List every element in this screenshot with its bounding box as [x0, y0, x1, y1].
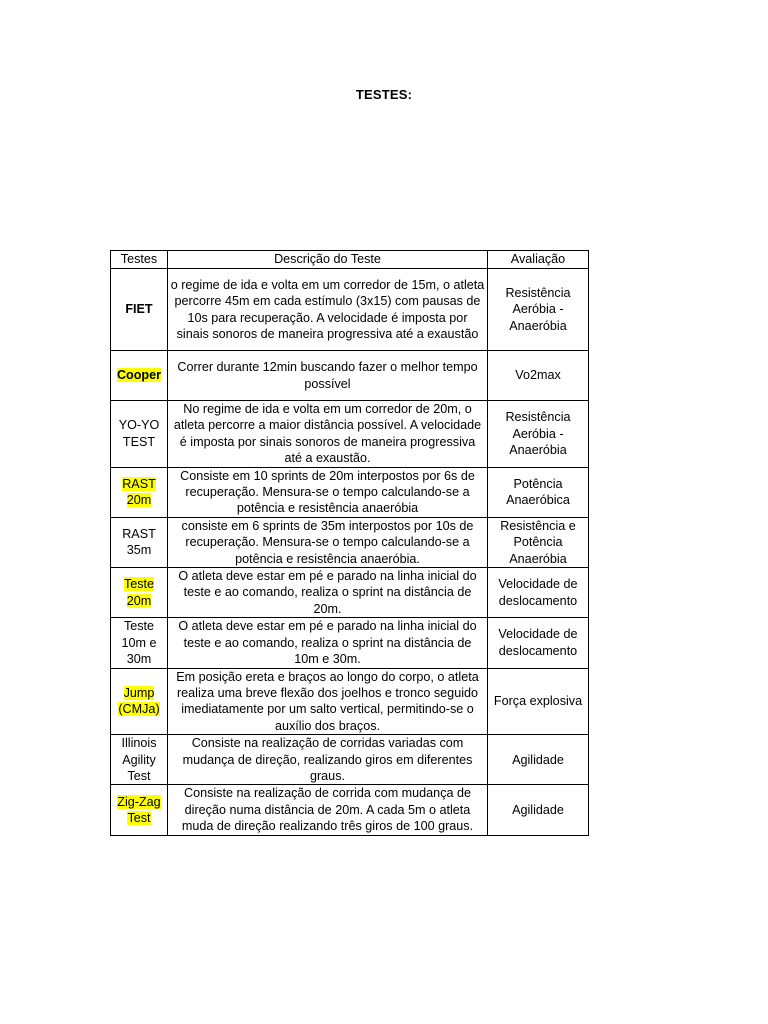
test-name: Illinois Agility Test — [121, 736, 157, 783]
table-row — [111, 467, 589, 517]
test-name-cell — [111, 668, 168, 735]
test-name: Teste 10m e 30m — [121, 619, 157, 667]
test-name: Cooper — [116, 368, 162, 383]
test-evaluation: Resistência Aeróbia - Anaeróbia — [488, 269, 589, 351]
test-name-cell — [111, 785, 168, 835]
test-name: Jump (CMJa) — [118, 685, 160, 717]
test-evaluation: Agilidade — [488, 785, 589, 835]
test-evaluation: Resistência e Potência Anaeróbia — [488, 517, 589, 567]
table-row — [111, 668, 589, 735]
test-description: Consiste em 10 sprints de 20m interpostos por 6s de recuperação. Mensura-se o tempo calculando-se a potência e resistência anaeróbia — [168, 467, 488, 517]
table-row — [111, 785, 589, 835]
test-name: FIET — [125, 302, 153, 317]
test-description: o regime de ida e volta em um corredor de 15m, o atleta percorre 45m em cada estímulo (3x15) com pausas de 10s para recuperação. A velocidade é imposta por sinais sonoros de maneira progressiva até a exaustão — [168, 269, 488, 351]
header-descricao: Descrição do Teste — [168, 251, 488, 269]
table-row — [111, 517, 589, 567]
table-row — [111, 401, 589, 468]
test-description: Correr durante 12min buscando fazer o melhor tempo possível — [168, 351, 488, 401]
test-description: O atleta deve estar em pé e parado na linha inicial do teste e ao comando, realiza o sprint na distância de 20m. — [168, 568, 488, 618]
test-name: Zig-Zag Test — [117, 794, 161, 825]
table-row — [111, 735, 589, 785]
test-evaluation: Agilidade — [488, 735, 589, 785]
tests-table — [110, 250, 589, 836]
table-header-row — [111, 251, 589, 269]
test-description: O atleta deve estar em pé e parado na linha inicial do teste e ao comando, realiza o sprint na distância de 10m e 30m. — [168, 618, 488, 668]
test-name: RAST 35m — [122, 527, 156, 558]
header-testes: Testes — [111, 251, 168, 269]
test-name-cell — [111, 618, 168, 668]
table-row — [111, 568, 589, 618]
test-evaluation: Resistência Aeróbia - Anaeróbia — [488, 401, 589, 468]
test-name-cell — [111, 351, 168, 401]
test-description: Em posição ereta e braços ao longo do corpo, o atleta realiza uma breve flexão dos joelhos e tronco seguido imediatamente por um salto vertical, permitindo-se o auxílio dos braços. — [168, 668, 488, 735]
test-name-cell — [111, 568, 168, 618]
test-description: consiste em 6 sprints de 35m interpostos por 10s de recuperação. Mensura-se o tempo calculando-se a potência e resistência anaeróbia. — [168, 517, 488, 567]
table-row — [111, 351, 589, 401]
header-avaliacao: Avaliação — [488, 251, 589, 269]
test-evaluation: Velocidade de deslocamento — [488, 618, 589, 668]
test-evaluation: Potência Anaeróbica — [488, 467, 589, 517]
table-row — [111, 618, 589, 668]
test-name-cell — [111, 735, 168, 785]
table-row — [111, 269, 589, 351]
test-name-cell — [111, 269, 168, 351]
test-evaluation: Velocidade de deslocamento — [488, 568, 589, 618]
page-title: TESTES: — [355, 87, 413, 102]
test-name: RAST 20m — [122, 476, 156, 508]
test-name-cell — [111, 467, 168, 517]
test-name-cell — [111, 517, 168, 567]
test-evaluation: Força explosiva — [488, 668, 589, 735]
test-description: No regime de ida e volta em um corredor de 20m, o atleta percorre a maior distância possível. A velocidade é imposta por sinais sonoros de maneira progressiva até a exaustão. — [168, 401, 488, 468]
test-description: Consiste na realização de corrida com mudança de direção numa distância de 20m. A cada 5m o atleta muda de direção realizando três giros de 100 graus. — [168, 785, 488, 835]
test-name: YO-YO TEST — [118, 418, 160, 449]
test-evaluation: Vo2max — [488, 351, 589, 401]
test-name: Teste 20m — [123, 577, 155, 608]
test-description: Consiste na realização de corridas variadas com mudança de direção, realizando giros em diferentes graus. — [168, 735, 488, 785]
test-name-cell — [111, 401, 168, 468]
